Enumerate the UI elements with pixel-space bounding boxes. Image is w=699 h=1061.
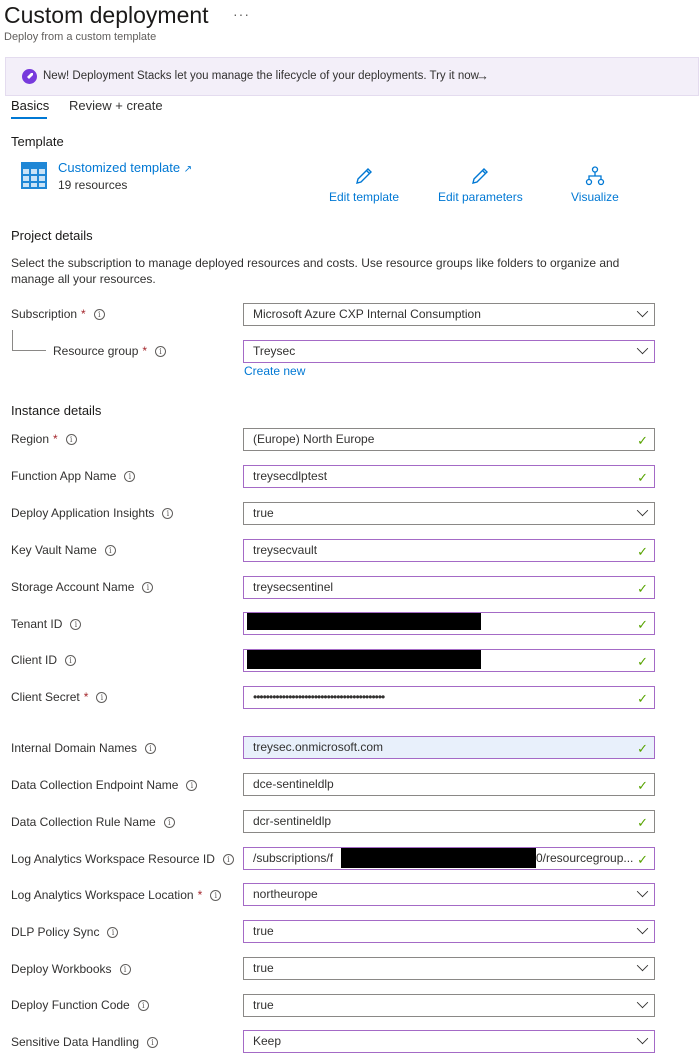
dcr-name-label [11, 815, 175, 829]
chevron-down-icon [637, 343, 648, 354]
pencil-icon [470, 166, 490, 186]
deploy-app-insights-value: true [253, 506, 274, 520]
key-vault-name-input[interactable] [243, 539, 655, 562]
region-label [11, 432, 77, 446]
resource-group-label [53, 344, 166, 358]
info-icon[interactable]: i [155, 346, 166, 357]
law-resource-id-input[interactable] [243, 847, 655, 870]
function-app-name-label-text: Function App Name [11, 469, 117, 483]
deploy-workbooks-select[interactable] [243, 957, 655, 980]
info-icon[interactable]: i [70, 619, 81, 630]
info-icon[interactable]: i [105, 545, 116, 556]
dcr-name-input[interactable] [243, 810, 655, 833]
internal-domain-names-input[interactable] [243, 736, 655, 759]
key-vault-name-label-text: Key Vault Name [11, 543, 97, 557]
dlp-policy-sync-select[interactable] [243, 920, 655, 943]
redaction-block [247, 649, 481, 669]
deploy-function-code-label [11, 998, 149, 1012]
sensitive-data-handling-label-text: Sensitive Data Handling [11, 1035, 140, 1049]
info-icon[interactable]: i [65, 655, 76, 666]
checkmark-icon: ✓ [637, 691, 648, 706]
arrow-right-icon[interactable]: → [476, 68, 489, 83]
checkmark-icon: ✓ [637, 617, 648, 632]
info-icon[interactable]: i [138, 1000, 149, 1011]
checkmark-icon: ✓ [637, 433, 648, 448]
client-secret-label [11, 690, 107, 704]
project-description: Select the subscription to manage deployed resources and costs. Use resource groups like folders to organize and manage all your resources. [11, 256, 620, 286]
tenant-id-label-text: Tenant ID [11, 617, 63, 631]
info-icon[interactable]: i [107, 927, 118, 938]
sensitive-data-handling-value: Keep [253, 1034, 282, 1048]
active-tab-indicator [11, 117, 47, 119]
chevron-down-icon [637, 306, 648, 317]
client-id-label-text: Client ID [11, 653, 58, 667]
storage-account-name-label [11, 580, 153, 594]
edit-template-button[interactable] [329, 166, 399, 206]
info-icon[interactable]: i [94, 309, 105, 320]
law-location-select[interactable] [243, 883, 655, 906]
function-app-name-value: treysecdlptest [253, 469, 328, 483]
dcr-name-value: dcr-sentineldlp [253, 814, 332, 828]
law-resource-id-label-text: Log Analytics Workspace Resource ID [11, 852, 215, 866]
customized-template-label: Customized template [58, 160, 181, 175]
law-location-value: northeurope [253, 887, 318, 901]
info-icon[interactable]: i [96, 692, 107, 703]
law-resource-id-suffix: 0/resourcegroup... [536, 851, 634, 865]
chevron-down-icon [637, 505, 648, 516]
subscription-select[interactable] [243, 303, 655, 326]
chevron-down-icon [637, 886, 648, 897]
internal-domain-names-label [11, 741, 156, 755]
pencil-icon [354, 166, 374, 186]
checkmark-icon: ✓ [637, 470, 648, 485]
info-icon[interactable]: i [66, 434, 77, 445]
banner-text: New! Deployment Stacks let you manage the lifecycle of your deployments. Try it now [43, 70, 479, 82]
info-icon[interactable]: i [164, 817, 175, 828]
sensitive-data-handling-select[interactable] [243, 1030, 655, 1053]
info-icon[interactable]: i [186, 780, 197, 791]
resource-group-select[interactable] [243, 340, 655, 363]
tab-review-create[interactable]: Review + create [69, 98, 163, 113]
external-link-icon: ↗ [183, 164, 193, 175]
visualize-button[interactable] [571, 166, 619, 206]
chevron-down-icon [637, 1033, 648, 1044]
create-new-link[interactable]: Create new [244, 364, 306, 378]
key-vault-name-value: treysecvault [253, 543, 318, 557]
edit-template-label: Edit template [329, 190, 400, 204]
region-select[interactable] [243, 428, 655, 451]
required-mark: * [83, 690, 89, 704]
checkmark-icon: ✓ [637, 544, 648, 559]
dce-name-label [11, 778, 197, 792]
resource-group-value: Treysec [253, 344, 296, 358]
client-secret-label-text: Client Secret [11, 690, 80, 704]
redaction-block [341, 848, 536, 868]
tree-connector [12, 350, 46, 351]
tree-connector [12, 330, 13, 350]
checkmark-icon: ✓ [637, 741, 648, 756]
checkmark-icon: ✓ [637, 815, 648, 830]
checkmark-icon: ✓ [637, 778, 648, 793]
info-icon[interactable]: i [210, 890, 221, 901]
tenant-id-label [11, 617, 81, 631]
client-id-input[interactable] [243, 649, 655, 672]
sensitive-data-handling-label [11, 1035, 158, 1049]
client-id-label [11, 653, 76, 667]
region-value: (Europe) North Europe [253, 432, 375, 446]
required-mark: * [53, 432, 58, 446]
page-subtitle: Deploy from a custom template [4, 31, 157, 43]
info-icon[interactable]: i [147, 1037, 158, 1048]
tab-basics[interactable]: Basics [11, 98, 50, 113]
rocket-icon [22, 69, 37, 84]
region-label-text: Region [11, 432, 50, 446]
edit-parameters-button[interactable] [438, 166, 523, 206]
deploy-workbooks-label-text: Deploy Workbooks [11, 962, 112, 976]
subscription-value: Microsoft Azure CXP Internal Consumption [253, 307, 481, 321]
deployment-stacks-banner[interactable] [5, 57, 699, 96]
deploy-app-insights-select[interactable] [243, 502, 655, 525]
required-mark: * [81, 307, 86, 321]
deploy-app-insights-label [11, 506, 173, 520]
visualize-label: Visualize [571, 190, 619, 204]
subscription-label-text: Subscription [11, 307, 78, 321]
client-secret-input[interactable] [243, 686, 655, 709]
law-resource-id-value: /subscriptions/f [253, 851, 334, 865]
law-location-label [11, 888, 221, 902]
deploy-app-insights-label-text: Deploy Application Insights [11, 506, 155, 520]
required-mark: * [142, 344, 148, 358]
deploy-function-code-label-text: Deploy Function Code [11, 998, 130, 1012]
dcr-name-label-text: Data Collection Rule Name [11, 815, 156, 829]
checkmark-icon: ✓ [637, 852, 648, 867]
internal-domain-names-label-text: Internal Domain Names [11, 741, 138, 755]
function-app-name-input[interactable] [243, 465, 655, 488]
chevron-down-icon [637, 997, 648, 1008]
key-vault-name-label [11, 543, 116, 557]
deploy-function-code-value: true [253, 998, 274, 1012]
dce-name-value: dce-sentineldlp [253, 777, 334, 791]
dce-name-input[interactable] [243, 773, 655, 796]
customized-template-link[interactable] [58, 160, 192, 175]
checkmark-icon: ✓ [637, 654, 648, 669]
page-title: Custom deployment [4, 2, 209, 28]
info-icon[interactable]: i [120, 964, 131, 975]
required-mark: * [197, 888, 203, 902]
template-heading: Template [11, 134, 64, 149]
hierarchy-icon [585, 166, 605, 186]
dce-name-label-text: Data Collection Endpoint Name [11, 778, 179, 792]
internal-domain-names-value: treysec.onmicrosoft.com [253, 740, 384, 754]
checkmark-icon: ✓ [637, 581, 648, 596]
storage-account-name-label-text: Storage Account Name [11, 580, 135, 594]
deploy-function-code-select[interactable] [243, 994, 655, 1017]
info-icon[interactable]: i [145, 743, 156, 754]
info-icon[interactable]: i [223, 854, 234, 865]
dlp-policy-sync-value: true [253, 924, 274, 938]
storage-account-name-input[interactable] [243, 576, 655, 599]
resource-group-label-text: Resource group [53, 344, 139, 358]
function-app-name-label [11, 469, 135, 483]
info-icon[interactable]: i [124, 471, 135, 482]
redaction-block [247, 612, 481, 630]
chevron-down-icon [637, 923, 648, 934]
info-icon[interactable]: i [142, 582, 153, 593]
info-icon[interactable]: i [162, 508, 173, 519]
more-options-button[interactable]: ··· [233, 6, 250, 22]
template-grid-icon [21, 162, 47, 189]
deploy-workbooks-label [11, 962, 131, 976]
dlp-policy-sync-label [11, 925, 118, 939]
subscription-label [11, 307, 105, 321]
instance-details-heading: Instance details [11, 403, 102, 418]
law-location-label-text: Log Analytics Workspace Location [11, 888, 194, 902]
resource-count: 19 resources [58, 178, 128, 192]
edit-parameters-label: Edit parameters [438, 190, 523, 204]
client-secret-value: ••••••••••••••••••••••••••••••••••••••••• [253, 690, 385, 704]
chevron-down-icon [637, 960, 648, 971]
law-resource-id-label [11, 852, 234, 866]
project-details-heading: Project details [11, 228, 93, 243]
tenant-id-input[interactable] [243, 612, 655, 635]
storage-account-name-value: treysecsentinel [253, 580, 334, 594]
dlp-policy-sync-label-text: DLP Policy Sync [11, 925, 100, 939]
deploy-workbooks-value: true [253, 961, 274, 975]
